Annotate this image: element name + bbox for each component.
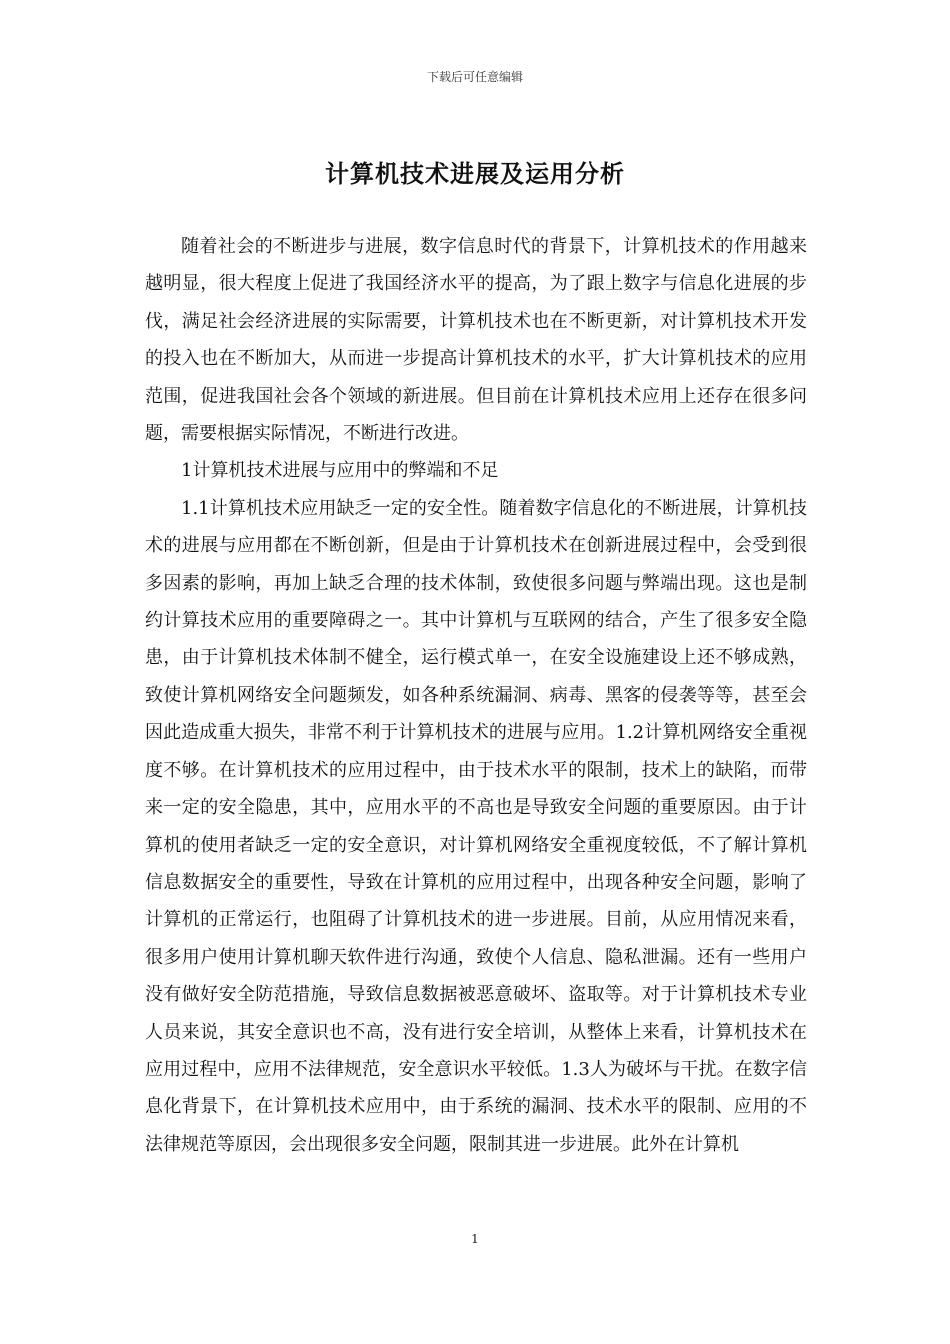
document-body <box>145 228 807 1163</box>
section-heading-1: 1计算机技术进展与应用中的弊端和不足 <box>181 460 499 482</box>
paragraph-intro: 随着社会的不断进步与进展，数字信息时代的背景下，计算机技术的作用越来越明显，很大程度上促进了我国经济水平的提高，为了跟上数字与信息化进展的步伐，满足社会经济进展的实际需要，计算机技术也在不断更新，对计算机技术开发的投入也在不断加大，从而进一步提高计算机技术的水平，扩大计算机技术的应用范围，促进我国社会各个领域的新进展。但目前在计算机技术应用上还存在很多问题，需要根据实际情况，不断进行改进。 <box>145 236 807 445</box>
paragraph-section-1-1: 1.1计算机技术应用缺乏一定的安全性。随着数字信息化的不断进展，计算机技术的进展与应用都在不断创新，但是由于计算机技术在创新进展过程中，会受到很多因素的影响，再加上缺乏合理的技术体制，致使很多问题与弊端出现。这也是制约计算技术应用的重要障碍之一。其中计算机与互联网的结合，产生了很多安全隐患，由于计算机技术体制不健全，运行模式单一，在安全设施建设上还不够成熟，致使计算机网络安全问题频发，如各种系统漏洞、病毒、黑客的侵袭等等，甚至会因此造成重大损失，非常不利于计算机技术的进展与应用。1.2计算机网络安全重视度不够。在计算机技术的应用过程中，由于技术水平的限制，技术上的缺陷，而带来一定的安全隐患，其中，应用水平的不高也是导致安全问题的重要原因。由于计算机的使用者缺乏一定的安全意识，对计算机网络安全重视度较低，不了解计算机信息数据安全的重要性，导致在计算机的应用过程中，出现各种安全问题，影响了计算机的正常运行，也阻碍了计算机技术的进一步进展。目前，从应用情况来看，很多用户使用计算机聊天软件进行沟通，致使个人信息、隐私泄漏。还有一些用户没有做好安全防范措施，导致信息数据被恶意破坏、盗取等。对于计算机技术专业人员来说，其安全意识也不高，没有进行安全培训，从整体上来看，计算机技术在应用过程中，应用不法律规范，安全意识水平较低。1.3人为破坏与干扰。在数字信息化背景下，在计算机技术应用中，由于系统的漏洞、技术水平的限制、应用的不法律规范等原因，会出现很多安全问题，限制其进一步进展。此外在计算机 <box>145 497 807 1155</box>
page-header-note: 下载后可任意编辑 <box>426 70 523 84</box>
page-number: 1 <box>471 1232 479 1246</box>
document-title: 计算机技术进展及运用分析 <box>325 159 625 188</box>
